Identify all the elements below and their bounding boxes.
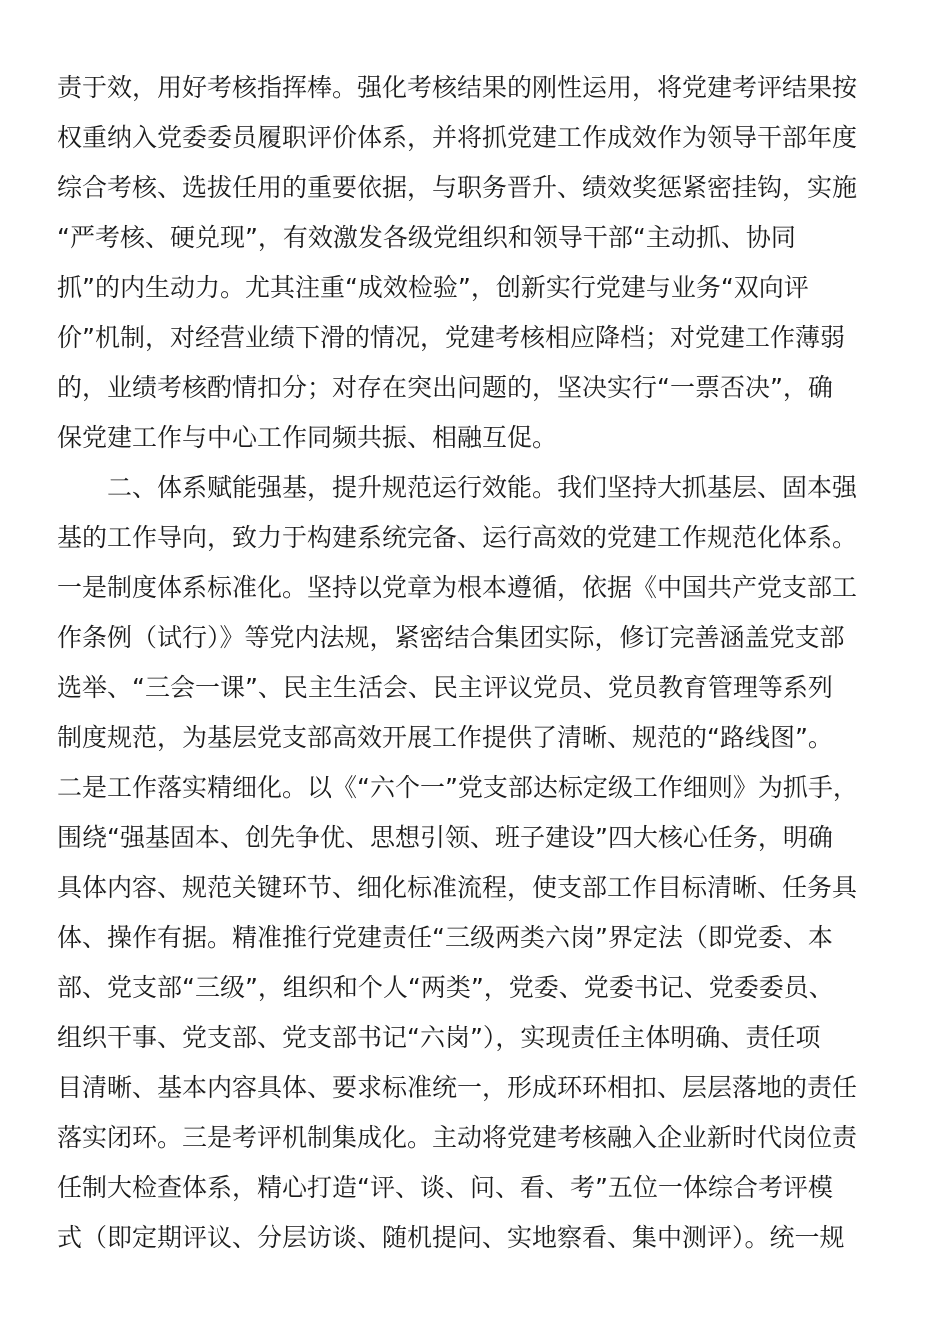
text-line-9: 二、体系赋能强基，提升规范运行效能。我们坚持大抓基层、固本强 [57, 473, 858, 502]
text-line-13: 选举、“三会一课”、民主生活会、民主评议党员、党员教育管理等系列 [57, 673, 833, 702]
text-line-14: 制度规范，为基层党支部高效开展工作提供了清晰、规范的“路线图”。 [57, 723, 833, 752]
text-line-1: 责于效，用好考核指挥棒。强化考核结果的刚性运用，将党建考评结果按 [57, 73, 858, 102]
text-line-4: “严考核、硬兑现”，有效激发各级党组织和领导干部“主动抓、协同 [57, 223, 796, 252]
text-line-10: 基的工作导向，致力于构建系统完备、运行高效的党建工作规范化体系。 [57, 523, 858, 552]
text-line-2: 权重纳入党委委员履职评价体系，并将抓党建工作成效作为领导干部年度 [57, 123, 858, 152]
text-line-11: 一是制度体系标准化。坚持以党章为根本遵循，依据《中国共产党支部工 [57, 573, 858, 602]
text-line-16: 围绕“强基固本、创先争优、思想引领、班子建设”四大核心任务，明确 [57, 823, 833, 852]
text-line-6: 价”机制，对经营业绩下滑的情况，党建考核相应降档；对党建工作薄弱 [57, 323, 845, 352]
text-line-21: 目清晰、基本内容具体、要求标准统一，形成环环相扣、层层落地的责任 [57, 1073, 858, 1102]
text-line-18: 体、操作有据。精准推行党建责任“三级两类六岗”界定法（即党委、本 [57, 923, 833, 952]
text-line-3: 综合考核、选拔任用的重要依据，与职务晋升、绩效奖惩紧密挂钩，实施 [57, 173, 858, 202]
text-line-12: 作条例（试行）》等党内法规，紧密结合集团实际，修订完善涵盖党支部 [57, 623, 845, 652]
text-line-17: 具体内容、规范关键环节、细化标准流程，使支部工作目标清晰、任务具 [57, 873, 858, 902]
text-line-20: 组织干事、党支部、党支部书记“六岗”），实现责任主体明确、责任项 [57, 1023, 821, 1052]
text-line-8: 保党建工作与中心工作同频共振、相融互促。 [57, 423, 558, 452]
text-line-5: 抓”的内生动力。尤其注重“成效检验”，创新实行党建与业务“双向评 [57, 273, 809, 302]
text-line-22: 落实闭环。三是考评机制集成化。主动将党建考核融入企业新时代岗位责 [57, 1123, 858, 1152]
text-line-15: 二是工作落实精细化。以《“六个一”党支部达标定级工作细则》为抓手， [57, 773, 858, 802]
text-line-7: 的，业绩考核酌情扣分；对存在突出问题的，坚决实行“一票否决”，确 [57, 373, 833, 402]
text-line-23: 任制大检查体系，精心打造“评、谈、问、看、考”五位一体综合考评模 [57, 1173, 833, 1202]
text-line-19: 部、党支部“三级”，组织和个人“两类”，党委、党委书记、党委委员、 [57, 973, 834, 1002]
text-line-24: 式（即定期评议、分层访谈、随机提问、实地察看、集中测评）。统一规 [57, 1223, 845, 1252]
